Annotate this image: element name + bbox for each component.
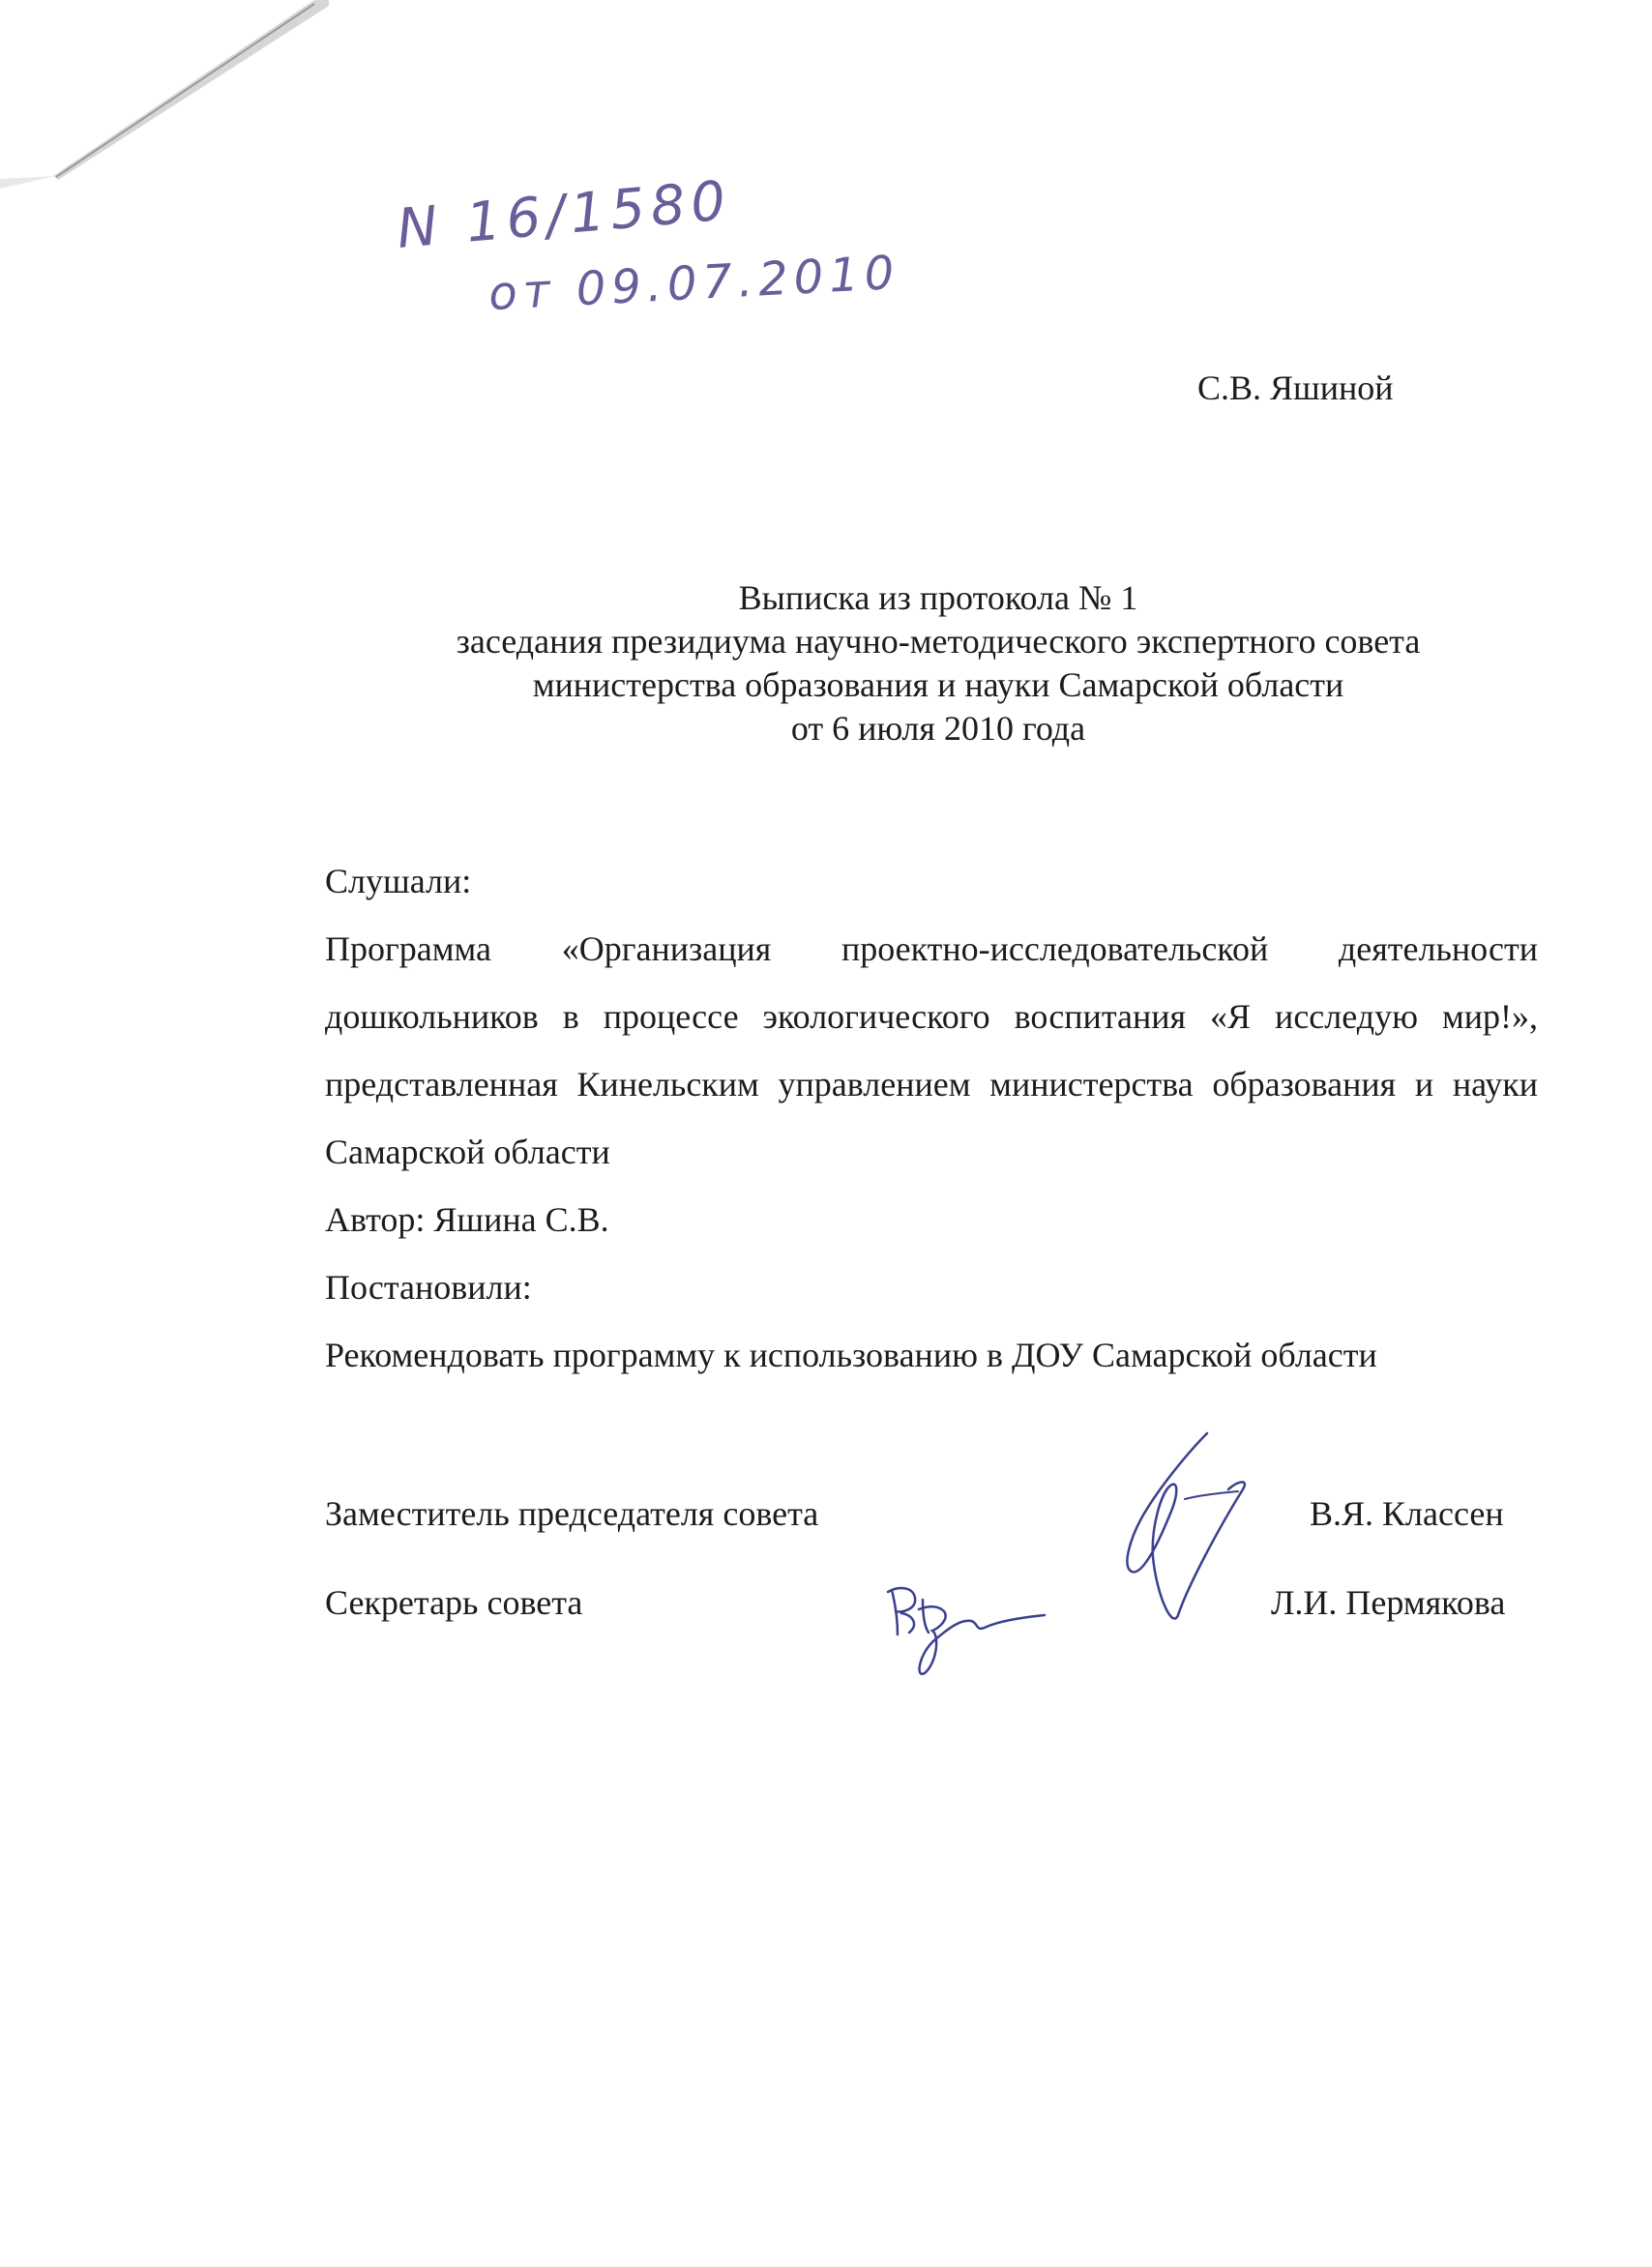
secretary-role: Секретарь совета	[325, 1583, 583, 1622]
title-line-3: министерства образования и науки Самарской области	[532, 665, 1344, 704]
deputy-role: Заместитель председателя совета	[325, 1494, 819, 1533]
folded-corner	[0, 0, 329, 193]
deputy-signature	[1083, 1422, 1277, 1644]
program-paragraph: Программа «Организация проектно-исследовательской деятельности дошкольников в процессе экологического воспитания «Я исследую мир!», представленная Кинельским управлением министерства образования и науки Самарской области	[325, 929, 1538, 1171]
title-line-1: Выписка из протокола № 1	[738, 578, 1138, 617]
registration-number: N 16/1580	[394, 169, 734, 261]
document-title	[319, 576, 1557, 751]
secretary-name: Л.И. Пермякова	[1271, 1583, 1506, 1622]
title-line-4: от 6 июля 2010 года	[790, 709, 1086, 748]
deputy-name: В.Я. Классен	[1310, 1494, 1504, 1533]
title-line-2: заседания президиума научно-методического экспертного совета	[456, 622, 1421, 661]
heard-label: Слушали:	[325, 862, 472, 900]
decision-paragraph: Рекомендовать программу к использованию в ДОУ Самарской области	[325, 1336, 1377, 1374]
signature-row-deputy	[325, 1493, 1582, 1542]
recipient: С.В. Яшиной	[1197, 368, 1394, 407]
author-line: Автор: Яшина С.В.	[325, 1200, 609, 1239]
decided-label: Постановили:	[325, 1268, 532, 1307]
document-body	[325, 847, 1538, 1389]
registration-date: от 09.07.2010	[487, 245, 901, 322]
secretary-signature	[880, 1576, 1054, 1683]
